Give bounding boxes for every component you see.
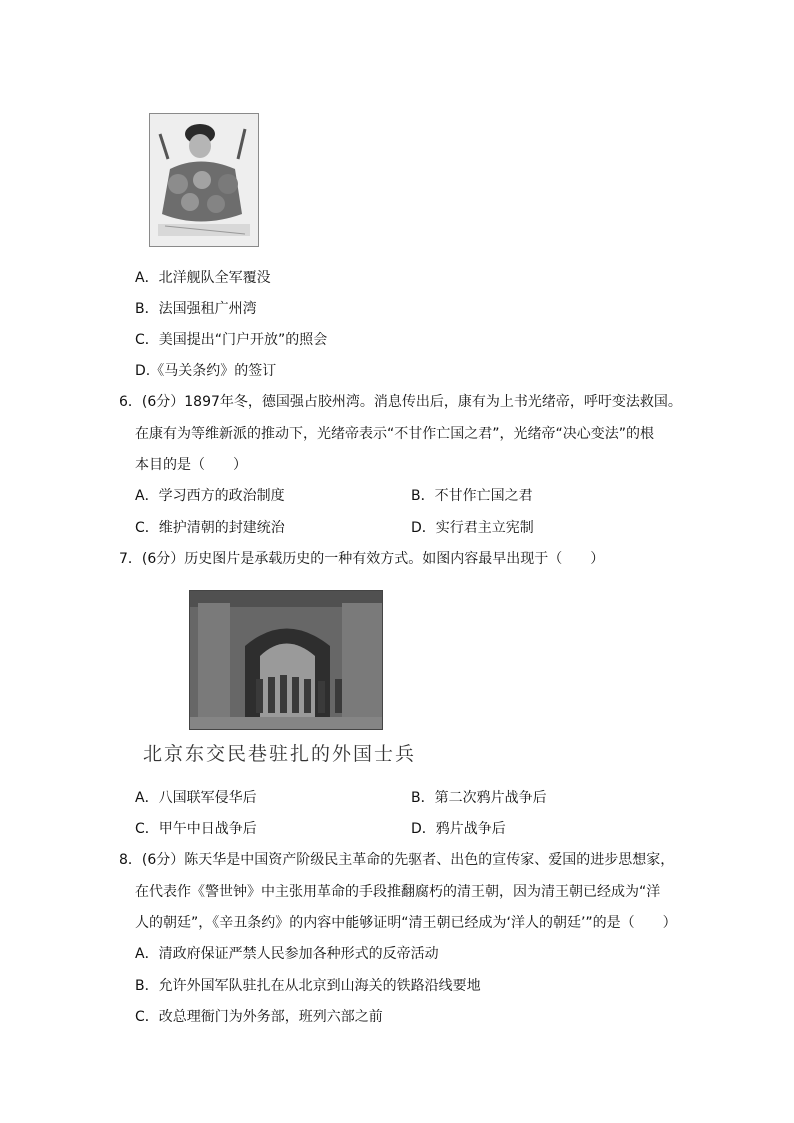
q7-option-c: C．甲午中日战争后: [135, 821, 257, 837]
q5-option-c: C．美国提出“门户开放”的照会: [135, 332, 328, 348]
q7-option-d: D．鸦片战争后: [411, 821, 506, 837]
historical-photo: [189, 590, 383, 730]
q8-stem-line-3: 人的朝廷”，《辛丑条约》的内容中能够证明“清王朝已经成为‘洋人的朝廷’”的是（ ）: [135, 915, 677, 931]
q8-option-b: B．允许外国军队驻扎在从北京到山海关的铁路沿线要地: [135, 978, 481, 994]
cartoon-sketch: [150, 114, 258, 246]
q6-option-c: C．维护清朝的封建统治: [135, 520, 285, 536]
q7-option-b: B．第二次鸦片战争后: [411, 790, 547, 806]
q5-option-a: A．北洋舰队全军覆没: [135, 270, 271, 286]
q6-option-d: D．实行君主立宪制: [411, 520, 534, 536]
q7-option-a: A．八国联军侵华后: [135, 790, 257, 806]
q8-stem-line-2: 在代表作《警世钟》中主张用革命的手段推翻腐朽的清王朝，因为清王朝已经成为“洋: [135, 884, 661, 900]
q5-option-b: B．法国强租广州湾: [135, 301, 257, 317]
q6-stem-line-1: 6．(6分）1897年冬，德国强占胶州湾。消息传出后，康有为上书光绪帝，呼吁变法救国。: [119, 394, 682, 410]
gate-photo-sketch: [190, 591, 382, 729]
q6-option-b: B．不甘作亡国之君: [411, 488, 533, 504]
q7-stem: 7．(6分）历史图片是承载历史的一种有效方式。如图内容最早出现于（ ）: [119, 551, 605, 567]
q8-option-a: A．清政府保证严禁人民参加各种形式的反帝活动: [135, 946, 439, 962]
q5-option-d: D.《马关条约》的签订: [135, 363, 277, 379]
q8-stem-line-1: 8．(6分）陈天华是中国资产阶级民主革命的先驱者、出色的宣传家、爱国的进步思想家，: [119, 852, 675, 868]
photo-caption: 北京东交民巷驻扎的外国士兵: [143, 743, 417, 765]
q6-stem-line-3: 本目的是（ ）: [135, 457, 247, 473]
q6-option-a: A．学习西方的政治制度: [135, 488, 285, 504]
q6-stem-line-2: 在康有为等维新派的推动下，光绪帝表示“不甘作亡国之君”，光绪帝“决心变法”的根: [135, 426, 655, 442]
q8-option-c: C．改总理衙门为外务部，班列六部之前: [135, 1009, 383, 1025]
cartoon-illustration: [149, 113, 259, 247]
